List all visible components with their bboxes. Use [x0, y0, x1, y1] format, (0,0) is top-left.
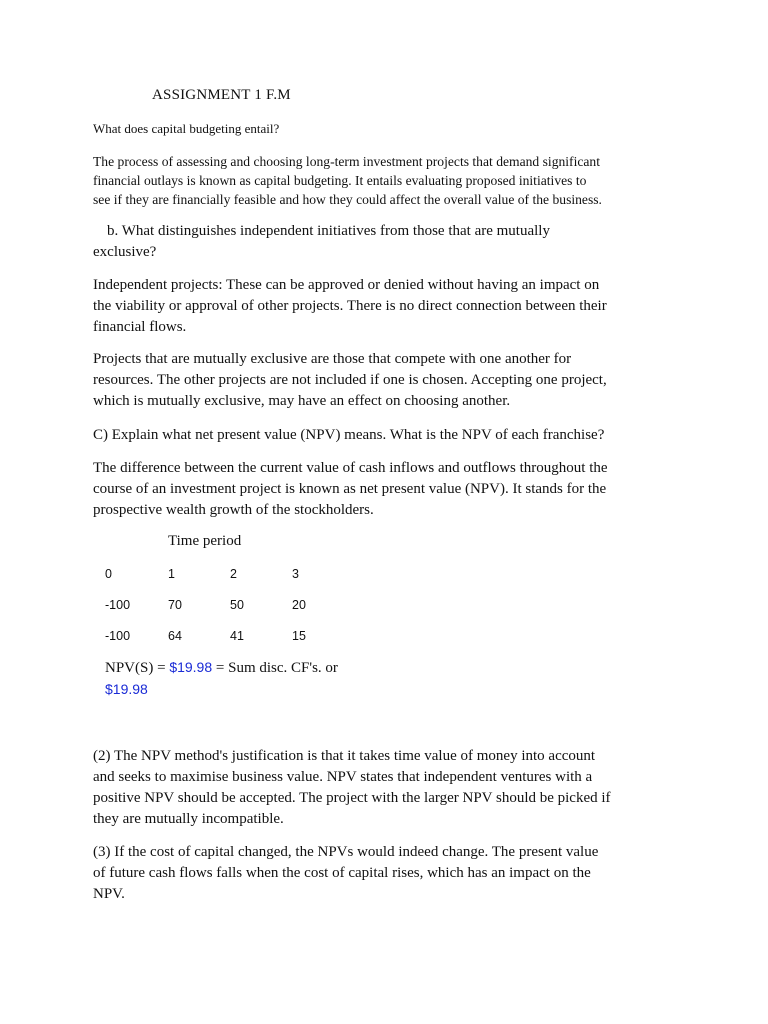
text-line: Projects that are mutually exclusive are those that compete with one another for — [93, 351, 572, 367]
document-title: ASSIGNMENT 1 F.M — [152, 87, 291, 103]
npv-value: $19.98 — [169, 659, 213, 675]
table-cell: 70 — [168, 598, 182, 612]
table-cell: 15 — [292, 629, 306, 643]
answer-capital-budgeting — [93, 152, 693, 209]
table-cell: 20 — [292, 598, 306, 612]
text-line: financial outlays is known as capital budgeting. It entails evaluating proposed initiatives to — [93, 173, 587, 188]
answer-independent-projects — [93, 275, 693, 338]
npv-prefix: NPV(S) = — [105, 660, 170, 676]
text-line: course of an investment project is known as net present value (NPV). It stands for the — [93, 481, 607, 497]
text-line: positive NPV should be accepted. The project with the larger NPV should be picked if — [93, 790, 611, 806]
text-line: and seeks to maximise business value. NPV states that independent ventures with a — [93, 769, 593, 785]
table-cell: -100 — [105, 598, 131, 612]
text-line: prospective wealth growth of the stockholders. — [93, 502, 374, 518]
npv-suffix: = Sum disc. CF's. or — [212, 660, 338, 676]
text-line: financial flows. — [93, 319, 187, 335]
text-line: b. What distinguishes independent initiatives from those that are mutually — [107, 223, 550, 239]
npv-second-value: $19.98 — [105, 681, 148, 697]
text-line: the viability or approval of other projects. There is no direct connection between their — [93, 298, 607, 314]
table-header-cell: 3 — [292, 567, 299, 581]
text-line: they are mutually incompatible. — [93, 811, 284, 827]
text-line: which is mutually exclusive, may have an effect on choosing another. — [93, 393, 511, 409]
text-line: resources. The other projects are not included if one is chosen. Accepting one project, — [93, 372, 607, 388]
paragraph-npv-justification — [93, 746, 693, 830]
text-line: of future cash flows falls when the cost of capital rises, which has an impact on the — [93, 865, 591, 881]
table-cell: 41 — [230, 629, 244, 643]
question-capital-budgeting: What does capital budgeting entail? — [93, 121, 280, 136]
text-line: The difference between the current value of cash inflows and outflows throughout the — [93, 460, 608, 476]
text-line: (2) The NPV method's justification is that it takes time value of money into account — [93, 748, 596, 764]
text-line: (3) If the cost of capital changed, the NPVs would indeed change. The present value — [93, 844, 599, 860]
answer-mutually-exclusive — [93, 349, 693, 412]
text-line: exclusive? — [93, 244, 157, 260]
table-cell: 50 — [230, 598, 244, 612]
text-line: Independent projects: These can be approved or denied without having an impact on — [93, 277, 600, 293]
question-independent-vs-exclusive — [93, 221, 550, 263]
table-header-cell: 0 — [105, 567, 112, 581]
npv-result — [105, 659, 338, 677]
table-cell: 64 — [168, 629, 182, 643]
table-header-cell: 1 — [168, 567, 175, 581]
answer-npv-definition — [93, 458, 693, 521]
paragraph-cost-of-capital — [93, 842, 693, 905]
text-line: NPV. — [93, 886, 125, 902]
table-cell: -100 — [105, 629, 131, 643]
text-line: see if they are financially feasible and how they could affect the overall value of the business. — [93, 192, 602, 207]
table-label: Time period — [168, 533, 242, 549]
text-line: The process of assessing and choosing long-term investment projects that demand significant — [93, 154, 601, 169]
table-header-cell: 2 — [230, 567, 237, 581]
question-npv: C) Explain what net present value (NPV) means. What is the NPV of each franchise? — [93, 427, 605, 443]
